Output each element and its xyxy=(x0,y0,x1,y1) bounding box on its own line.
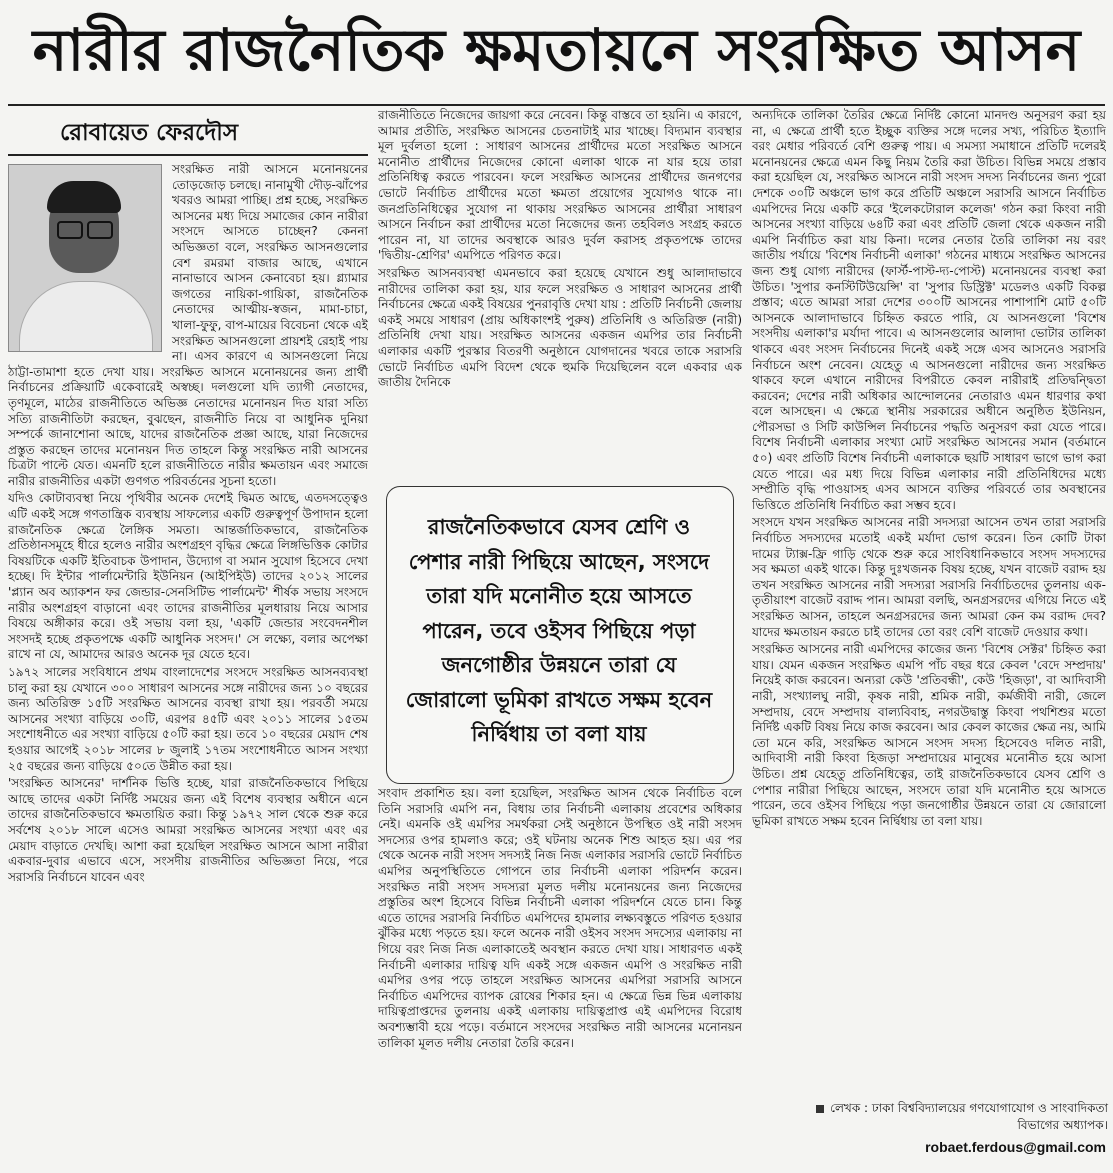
author-email[interactable]: robaet.ferdous@gmail.com xyxy=(925,1139,1106,1155)
square-bullet-icon xyxy=(816,1105,824,1113)
headline-rule xyxy=(8,104,1105,106)
paragraph: সংরক্ষিত আসনব্যবস্থা এমনভাবে করা হয়েছে যেখানে শুধু আলাদাভাবে নারীদের তালিকা করা হয়, যার ফলে সংরক্ষিত ও সাধারণ আসনের প্রার্থী নির্বাচনের ক্ষেত্রে একই বিষয়ের পুনরাবৃত্তি দেখা যায় : প্রতিটি নির্বাচনী জেলায় একই সময়ে সাধারণ (প্রায় অধিকাংশই পুরুষ) প্রতিনিধি ও অতিরিক্ত (নারী) প্রতিনিধি দেখা যায়। সংরক্ষিত আসনের একজন এমপির তার নির্বাচনী এলাকার একটি পুরস্কার বিতরণী অনুষ্ঠানে যোগদানের খবরে তাকে সরাসরি ভোটে নির্বাচিত এমপি বিদেশ থেকে হুমকি দিয়েছিলেন বলে একবার এক জাতীয় দৈনিকে xyxy=(378,265,742,390)
paragraph: যদিও কোটাব্যবস্থা নিয়ে পৃথিবীর অনেক দেশেই দ্বিমত আছে, এতদসত্ত্বেও এটি একই সঙ্গে গণতান্ত্রিক ব্যবস্থায় সাফল্যের একটি গুরুত্বপূর্ণ উপাদান হলো রাজনৈতিক ক্ষেত্রে লৈঙ্গিক সমতা। আন্তর্জাতিকভাবে, রাজনৈতিক প্রতিষ্ঠানসমূহে ধীরে হলেও নারীর অংশগ্রহণ বৃদ্ধির ক্ষেত্রে লিঙ্গভিত্তিক কোটার বিষয়টিকে একটি ইতিবাচক উপাদান, উদ্যোগ বা সমান সুযোগ হিসেবে দেখা হচ্ছে। দি ইন্টার পার্লামেন্টারি ইউনিয়ন (আইপিইউ) তাদের ২০১২ সালের 'প্ল্যান অব অ্যাকশন ফর জেন্ডার-সেনসিটিভ পার্লামেন্ট' শীর্ষক সভায় সংসদে নারীর অংশগ্রহণ বাড়ানো এবং তাদের রাজনীতির মূলধারায় নিয়ে আসার বিষয়ে অঙ্গীকার করে। ওই সভায় বলা হয়, 'একটি জেন্ডার সংবেদনশীল সংসদই হচ্ছে প্রকৃতপক্ষে একটি আধুনিক সংসদ।' সে লক্ষ্যে, বলার অপেক্ষা রাখে না যে, আমাদের আরও অনেক দূর যেতে হবে। xyxy=(8,491,368,662)
paragraph: সংবাদ প্রকাশিত হয়। বলা হয়েছিল, সংরক্ষিত আসন থেকে নির্বাচিত বলে তিনি সরাসরি এমপি নন, বিধায় তার নির্বাচনী এলাকায় প্রবেশের অধিকার নেই। এমনকি ওই এমপির সমর্থকরা সেই অনুষ্ঠানে উপস্থিত ওই নারী সংসদ সদস্যের ওপর হামলাও করে; ওই ঘটনায় অনেক শিশু আহত হয়। এর পর থেকে অনেক নারী সংসদ সদস্যই নিজ নিজ এলাকার সরাসরি ভোটে নির্বাচিত এমপির অনুপস্থিতিতে গোপনে তার নির্বাচনী এলাকা পরিদর্শন করেন। সংরক্ষিত নারী সংসদ সদস্যরা মূলত দলীয় মনোনয়নের জন্য নিজেদের প্রস্তুতির অংশ হিসেবে বিভিন্ন নির্বাচনী এলাকা পরিদর্শনে যেতে চান। কিন্তু এতে তাদের সরাসরি নির্বাচিত এমপিদের হামলার লক্ষ্যবস্তুতে পরিণত হওয়ার ঝুঁকির মধ্যে পড়তে হয়। ফলে অনেক নারী ওইসব সংসদ সদস্যের এলাকায় না গিয়ে বরং নিজ নিজ এলাকাতেই অবস্থান করতে দেখা যায়। সাধারণত একই নির্বাচনী এলাকার দায়িত্ব যদি একই সঙ্গে একজন এমপি ও সংরক্ষিত নারী এমপির ওপর পড়ে তাহলে সংরক্ষিত আসনের এমপিরা সরাসরি আসনে নির্বাচিত এমপিদের ব্যাপক রোষের শিকার হন। এ ক্ষেত্রে ভিন্ন ভিন্ন এলাকায় দায়িত্বপ্রাপ্তদের তুলনায় একই এলাকায় দায়িত্বপ্রাপ্ত এই এমপিদের বিরোধ অবশ্যম্ভাবী হয়ে পড়ে। বর্তমানে সংসদের সংরক্ষিত নারী আসনের মনোনয়ন তালিকা মূলত দলীয় নেতারা তৈরি করেন। xyxy=(378,786,742,1050)
author-note xyxy=(790,1100,1108,1134)
byline-rule xyxy=(8,154,368,156)
author-photo xyxy=(8,164,162,352)
paragraph: রাজনীতিতে নিজেদের জায়গা করে নেবেন। কিন্তু বাস্তবে তা হয়নি। এ কারণে, আমার প্রতীতি, সংরক্ষিত আসনের চেতনাটাই মার খাচ্ছে। বিদ্যমান ব্যবস্থার মূল দুর্বলতা হলো : সাধারণ আসনের প্রার্থীদের মতো সংরক্ষিত আসনে মনোনীত প্রার্থীদের নিজেদের কোনো এলাকা থাকে না যার হয়ে তারা প্রতিনিধিত্ব করতে পারবেন। ফলে সংরক্ষিত আসনের প্রার্থীদের জনগণের ভোটে নির্বাচিত প্রার্থীদের মতো ক্ষমতা প্রয়োগের সুযোগও থাকে না। জনপ্রতিনিধিত্বের সুযোগ না থাকায় সংরক্ষিত আসনের প্রার্থীরা সাধারণ আসনে নির্বাচন করা প্রার্থীদের মতো নিজেদের জন্য তহবিলও সংগ্রহ করতে পারেন না, যা তাদের অবস্থাকে আরও দুর্বল করাসহ প্রকৃতপক্ষে তাদের 'দ্বিতীয়-শ্রেণির' এমপিতে পরিণত করে। xyxy=(378,108,742,263)
column-2-top xyxy=(378,108,742,482)
headline: নারীর রাজনৈতিক ক্ষমতায়নে সংরক্ষিত আসন xyxy=(32,16,1081,84)
pull-quote: রাজনৈতিকভাবে যেসব শ্রেণি ও পেশার নারী পিছিয়ে আছেন, সংসদে তারা যদি মনোনীত হয়ে আসতে পারেন, তবে ওইসব পিছিয়ে পড়া জনগোষ্ঠীর উন্নয়নে তারা যে জোরালো ভূমিকা রাখতে সক্ষম হবেন নির্দ্বিধায় তা বলা যায় xyxy=(405,515,713,746)
paragraph: সংরক্ষিত আসনের নারী এমপিদের কাজের জন্য 'বিশেষ সেক্টর' চিহ্নিত করা যায়। যেমন একজন সংরক্ষিত এমপি পাঁচ বছর ধরে কেবল 'বেদে সম্প্রদায়' নিয়েই কাজ করবেন। অন্যরা কেউ 'প্রতিবন্ধী', কেউ 'হিজড়া', বা আদিবাসী নারী, সংখ্যালঘু নারী, কৃষক নারী, শ্রমিক নারী, কর্মজীবী নারী, জেলে সম্প্রদায়, বেদে সম্প্রদায় বাল্যবিবাহ, নগরউদ্বাস্তু কিংবা পথশিশুর মতো নির্দিষ্ট একটি বিষয় নিয়ে কাজ করবেন। আর কেবল কাজের ক্ষেত্র নয়, আমি তো মনে করি, সংরক্ষিত আসনে সংসদ সদস্য হিসেবেও দলিত নারী, আদিবাসী নারী কিংবা হিজড়া সম্প্রদায়ের মানুষের মনোনীত হয়ে আসা উচিত। প্রশ্ন যেহেতু প্রতিনিধিত্বের, তাই রাজনৈতিকভাবে যেসব শ্রেণি ও পেশার নারীরা পিছিয়ে আছেন, সংসদে তারা যদি মনোনীত হয়ে আসতে পারেন, তবে ওইসব পিছিয়ে পড়া জনগোষ্ঠীর উন্নয়নে তারা যে জোরালো ভূমিকা রাখতে সক্ষম হবেন নির্দ্বিধায় তা বলা যায়। xyxy=(752,642,1106,828)
paragraph: 'সংরক্ষিত আসনের' দার্শনিক ভিত্তি হচ্ছে, যারা রাজনৈতিকভাবে পিছিয়ে আছে তাদের একটা নির্দিষ্ট সময়ের জন্য এই বিশেষ ব্যবস্থার অধীনে এনে তাদের রাজনৈতিকভাবে ক্ষমতায়িত করা। কিন্তু ১৯৭২ সাল থেকে শুরু করে সর্বশেষ ২০১৮ সালে এসেও আমরা সংরক্ষিত আসনের সংখ্যা এবং এর মেয়াদ বাড়াতে দেখছি। আশা করা হয়েছিল সংরক্ষিত আসনে আসা নারীরা একবার-দুবার এভাবে এসে, সংসদীয় রাজনীতির অভিজ্ঞতা নিয়ে, পরে সরাসরি নির্বাচনে যাবেন এবং xyxy=(8,776,368,884)
paragraph: অন্যদিকে তালিকা তৈরির ক্ষেত্রে নির্দিষ্ট কোনো মানদণ্ড অনুসরণ করা হয় না, এ ক্ষেত্রে প্রার্থী হতে ইচ্ছুক ব্যক্তির সঙ্গে দলের সখ্য, পরিচিত ইত্যাদি বরং মেধার পরিবর্তে বেশি গুরুত্ব পায়। এ সমস্যা সমাধানে প্রতিটি দলেরই মনোনয়নের ক্ষেত্রে এমন কিছু নিয়ম তৈরি করা উচিত। বিভিন্ন সময়ে প্রস্তাব করা হয়েছিল যে, সংরক্ষিত আসনে নারী সংসদ সদস্য নির্বাচনের জন্য পুরো দেশকে ৩০টি অঞ্চলে ভাগ করে প্রতিটি অঞ্চলে সরাসরি আসনে নির্বাচিত এমপিদের নিয়ে একটি করে 'ইলেকটোরাল কলেজ' গঠন করা কিংবা নারী আসনের সংখ্যা বাড়িয়ে ৬৪টি করা এবং প্রতিটি জেলা থেকে একজন নারী এমপি নির্বাচিত করা যায় কিনা। দলের নেতার তৈরি তালিকা নয় বরং জাতীয় পর্যায়ে 'বিশেষ নির্বাচনী এলাকা' গঠনের মাধ্যমে সংরক্ষিত আসনের জন্য শুধু যোগ্য নারীদের (ফার্স্ট-পাস্ট-দ্য-পোস্ট) মনোনয়নের ব্যবস্থা করা উচিত। 'সুপার কনস্টিটিউয়েন্সি' বা 'সুপার ডিস্ট্রিক্ট' মডেলও একটি বিকল্প প্রস্তাব; এতে আমরা সারা দেশের ৩০০টি আসনের পাশাপাশি মোট ৫০টি আসনকে আলাদাভাবে চিহ্নিত করতে পারি, যে আসনগুলো 'বিশেষ সংসদীয় এলাকা'র মর্যাদা পাবে। এ আসনগুলোর আলাদা ভোটার তালিকা থাকবে এবং সংসদ নির্বাচনের দিনেই একই সঙ্গে এসব আসনেও সরাসরি নির্বাচনে অংশ নেবেন। যেহেতু এ আসনগুলো নারীদের জন্য সংরক্ষিত থাকবে ফলে এখানে নারীদের বিপরীতে কেবল নারীরাই প্রতিদ্বন্দ্বিতা করবেন; দেশের নারী অধিকার আন্দোলনের নেতারাও এমন ধারণার কথা বলে আসছেন। এ ক্ষেত্রে স্থানীয় সরকারের অধীনে অনুষ্ঠিত ইউনিয়ন, পৌরসভা ও সিটি কাউন্সিল নির্বাচনের পদ্ধতি অনুসরণ করা যেতে পারে। বিশেষ নির্বাচনী এলাকার সংখ্যা মোট সংরক্ষিত আসনের সমান (বর্তমানে ৫০) এবং প্রতিটি বিশেষ নির্বাচনী এলাকাকে ছয়টি সাধারণ ভাগে ভাগ করা যেতে পারে। এর মধ্য দিয়ে বিভিন্ন এলাকার নারী প্রতিনিধিদের মধ্যে সম্প্রীতি বৃদ্ধি পাওয়াসহ এসব আসনে ব্যক্তির পরিবর্তে তার অবস্থানের ভিত্তিতে প্রতিনিধি নির্বাচিত করা সম্ভব হবে। xyxy=(752,108,1106,512)
column-3 xyxy=(752,108,1106,1098)
column-2-bottom xyxy=(378,786,742,1162)
byline: রোবায়েত ফেরদৌস xyxy=(60,120,239,146)
column-1 xyxy=(8,162,368,1162)
author-note-text: লেখক : ঢাকা বিশ্ববিদ্যালয়ের গণযোগাযোগ ও সাংবাদিকতা বিভাগের অধ্যাপক। xyxy=(830,1101,1108,1132)
paragraph: ১৯৭২ সালের সংবিধানে প্রথম বাংলাদেশের সংসদে সংরক্ষিত আসনব্যবস্থা চালু করা হয় যেখানে ৩০০ সাধারণ আসনের সঙ্গে নারীদের জন্য ১০ বছরের জন্য অতিরিক্ত ১৫টি সংরক্ষিত আসনের ব্যবস্থা রাখা হয়। পরবর্তী সময়ে আসনের সংখ্যা বাড়িয়ে ৩০টি, এরপর ৪৫টি এবং ২০১১ সালের ১৫তম সংশোধনীতে এর সংখ্যা বাড়িয়ে ৫০টি করা হয়। তবে ১০ বছরের মেয়াদ শেষ হওয়ার আগেই ২০১৮ সালের ৮ জুলাই ১৭তম সংশোধনীতে আসন সংখ্যা ২৫ বছরের জন্য বাড়িয়ে ৫০তে উন্নীত করা হয়। xyxy=(8,665,368,773)
paragraph: সংরক্ষিত নারী আসনে মনোনয়নের তোড়জোড় চলছে। নানামুখী দৌড়-ঝাঁপের খবরও আমরা পাচ্ছি। প্রশ্ন হচ্ছে, সংরক্ষিত আসনের মধ্য দিয়ে সমাজের কোন নারীরা সংসদে আসতে চাচ্ছেন? কেননা অভিজ্ঞতা বলে, সংরক্ষিত আসনগুলোর বেশ রমরমা বাজার আছে, এখানে নানাভাবে আসন কেনাবেচা হয়। গ্ল্যামার জগতের নায়িকা-গায়িকা, রাজনৈতিক নেতাদের আত্মীয়-স্বজন, মামা-চাচা, খালা-ফুফু, বাপ-মায়ের বিবেচনা থেকে এই সংরক্ষিত আসনগুলো প্রায়শই রেহাই পায় না। এসব কারণে এ আসনগুলো নিয়ে ঠাট্টা-তামাশা হতে দেখা যায়। সংরক্ষিত আসনে মনোনয়নের জন্য প্রার্থী নির্বাচনের প্রক্রিয়াটি একেবারেই অস্বচ্ছ। দলগুলো যদি ত্যাগী নেতাদের, তৃণমূলে, মাঠের রাজনীতিতে অভিজ্ঞ নেতাদের মনোনয়ন দিত যারা সত্যি সত্যি রাজনীতিটা করছেন, বুঝছেন, রাজনীতি নিয়ে বা আধুনিক দুনিয়া সম্পর্কে জানাশোনা আছে, যাদের রাজনৈতিক প্রজ্ঞা আছে, যারা নিজেদের প্রস্তুত করছেন তাদের মনোনয়ন দিত তাহলে কিন্তু সংরক্ষিত নারী আসনের চিত্রটা পাল্টে যেত। এমনটি হলে রাজনীতিতে নারীর ক্ষমতায়ন এবং সমাজে নারীর রাজনীতির একটা গুণগত পরিবর্তনের সূচনা হতো। xyxy=(8,162,368,488)
paragraph: সংসদে যখন সংরক্ষিত আসনের নারী সদস্যরা আসেন তখন তারা সরাসরি নির্বাচিত সদস্যদের মতোই একই মর্যাদা ভোগ করেন। তিন কোটি টাকা দামের ট্যাক্স-ফ্রি গাড়ি থেকে শুরু করে সাংবিধানিকভাবে সংসদ সদস্যদের সব ক্ষমতা একই থাকে। কিন্তু দুঃখজনক বিষয় হচ্ছে, যখন বাজেট বরাদ্দ হয় তখন সংরক্ষিত আসনের নারী সদস্যরা সরাসরি নির্বাচিতদের তুলনায় এক-তৃতীয়াংশ বাজেট বরাদ্দ পান। আমরা বলছি, অনগ্রসরদের এগিয়ে নিতে এই সংরক্ষিত আসন, তাহলে অনগ্রসরদের জন্য আমরা কেন কম বরাদ্দ দেব? যাদের ক্ষমতায়ন করতে চাই তাদের তো বরং বেশি বাজেট দেওয়ার কথা। xyxy=(752,515,1106,639)
